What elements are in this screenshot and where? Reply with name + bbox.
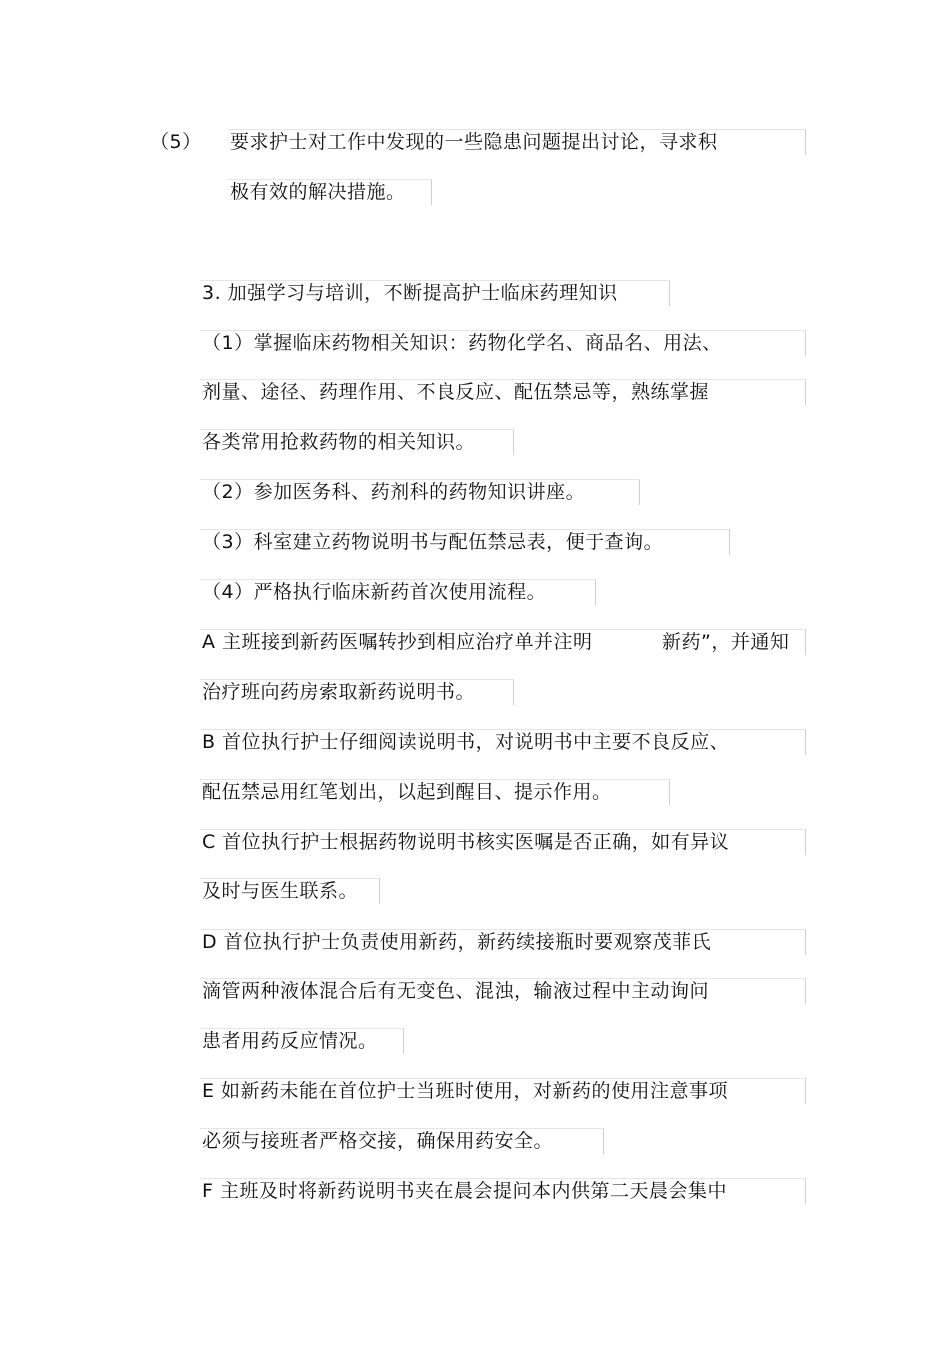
step-f-line1: F 主班及时将新药说明书夹在晨会提问本内供第二天晨会集中 (202, 1180, 727, 1202)
step-d-line3: 患者用药反应情况。 (202, 1030, 378, 1052)
step-a-line2: 治疗班向药房索取新药说明书。 (202, 681, 476, 703)
step-a-line1-part2: 新药”，并通知 (662, 631, 790, 653)
step-c-line1: C 首位执行护士根据药物说明书核实医嘱是否正确，如有异议 (202, 831, 730, 853)
step-e-line2: 必须与接班者严格交接，确保用药安全。 (202, 1130, 554, 1152)
step-d-line2: 滴管两种液体混合后有无变色、混浊，输液过程中主动询问 (202, 980, 710, 1002)
step-a-line1-part1: A 主班接到新药医嘱转抄到相应治疗单并注明 (202, 631, 593, 653)
section-3-heading: 3. 加强学习与培训，不断提高护士临床药理知识 (202, 282, 618, 304)
sub-item-1-line2: 剂量、途径、药理作用、不良反应、配伍禁忌等，熟练掌握 (202, 381, 710, 403)
sub-item-2: （2）参加医务科、药剂科的药物知识讲座。 (202, 481, 586, 503)
step-b-line2: 配伍禁忌用红笔划出，以起到醒目、提示作用。 (202, 781, 612, 803)
item-5-text-line2: 极有效的解决措施。 (230, 181, 406, 203)
sub-item-4: （4）严格执行临床新药首次使用流程。 (202, 581, 547, 603)
sub-item-1-line1: （1）掌握临床药物相关知识：药物化学名、商品名、用法、 (202, 332, 722, 354)
step-b-line1: B 首位执行护士仔细阅读说明书，对说明书中主要不良反应、 (202, 731, 730, 753)
step-c-line2: 及时与医生联系。 (202, 880, 359, 902)
step-d-line1: D 首位执行护士负责使用新药，新药续接瓶时要观察茂菲氏 (202, 931, 712, 953)
item-5-number: （5） (150, 131, 202, 153)
item-5-text-line1: 要求护士对工作中发现的一些隐患问题提出讨论，寻求积 (230, 131, 718, 153)
sub-item-1-line3: 各类常用抢救药物的相关知识。 (202, 431, 476, 453)
sub-item-3: （3）科室建立药物说明书与配伍禁忌表，便于查询。 (202, 531, 664, 553)
step-e-line1: E 如新药未能在首位护士当班时使用，对新药的使用注意事项 (202, 1080, 729, 1102)
